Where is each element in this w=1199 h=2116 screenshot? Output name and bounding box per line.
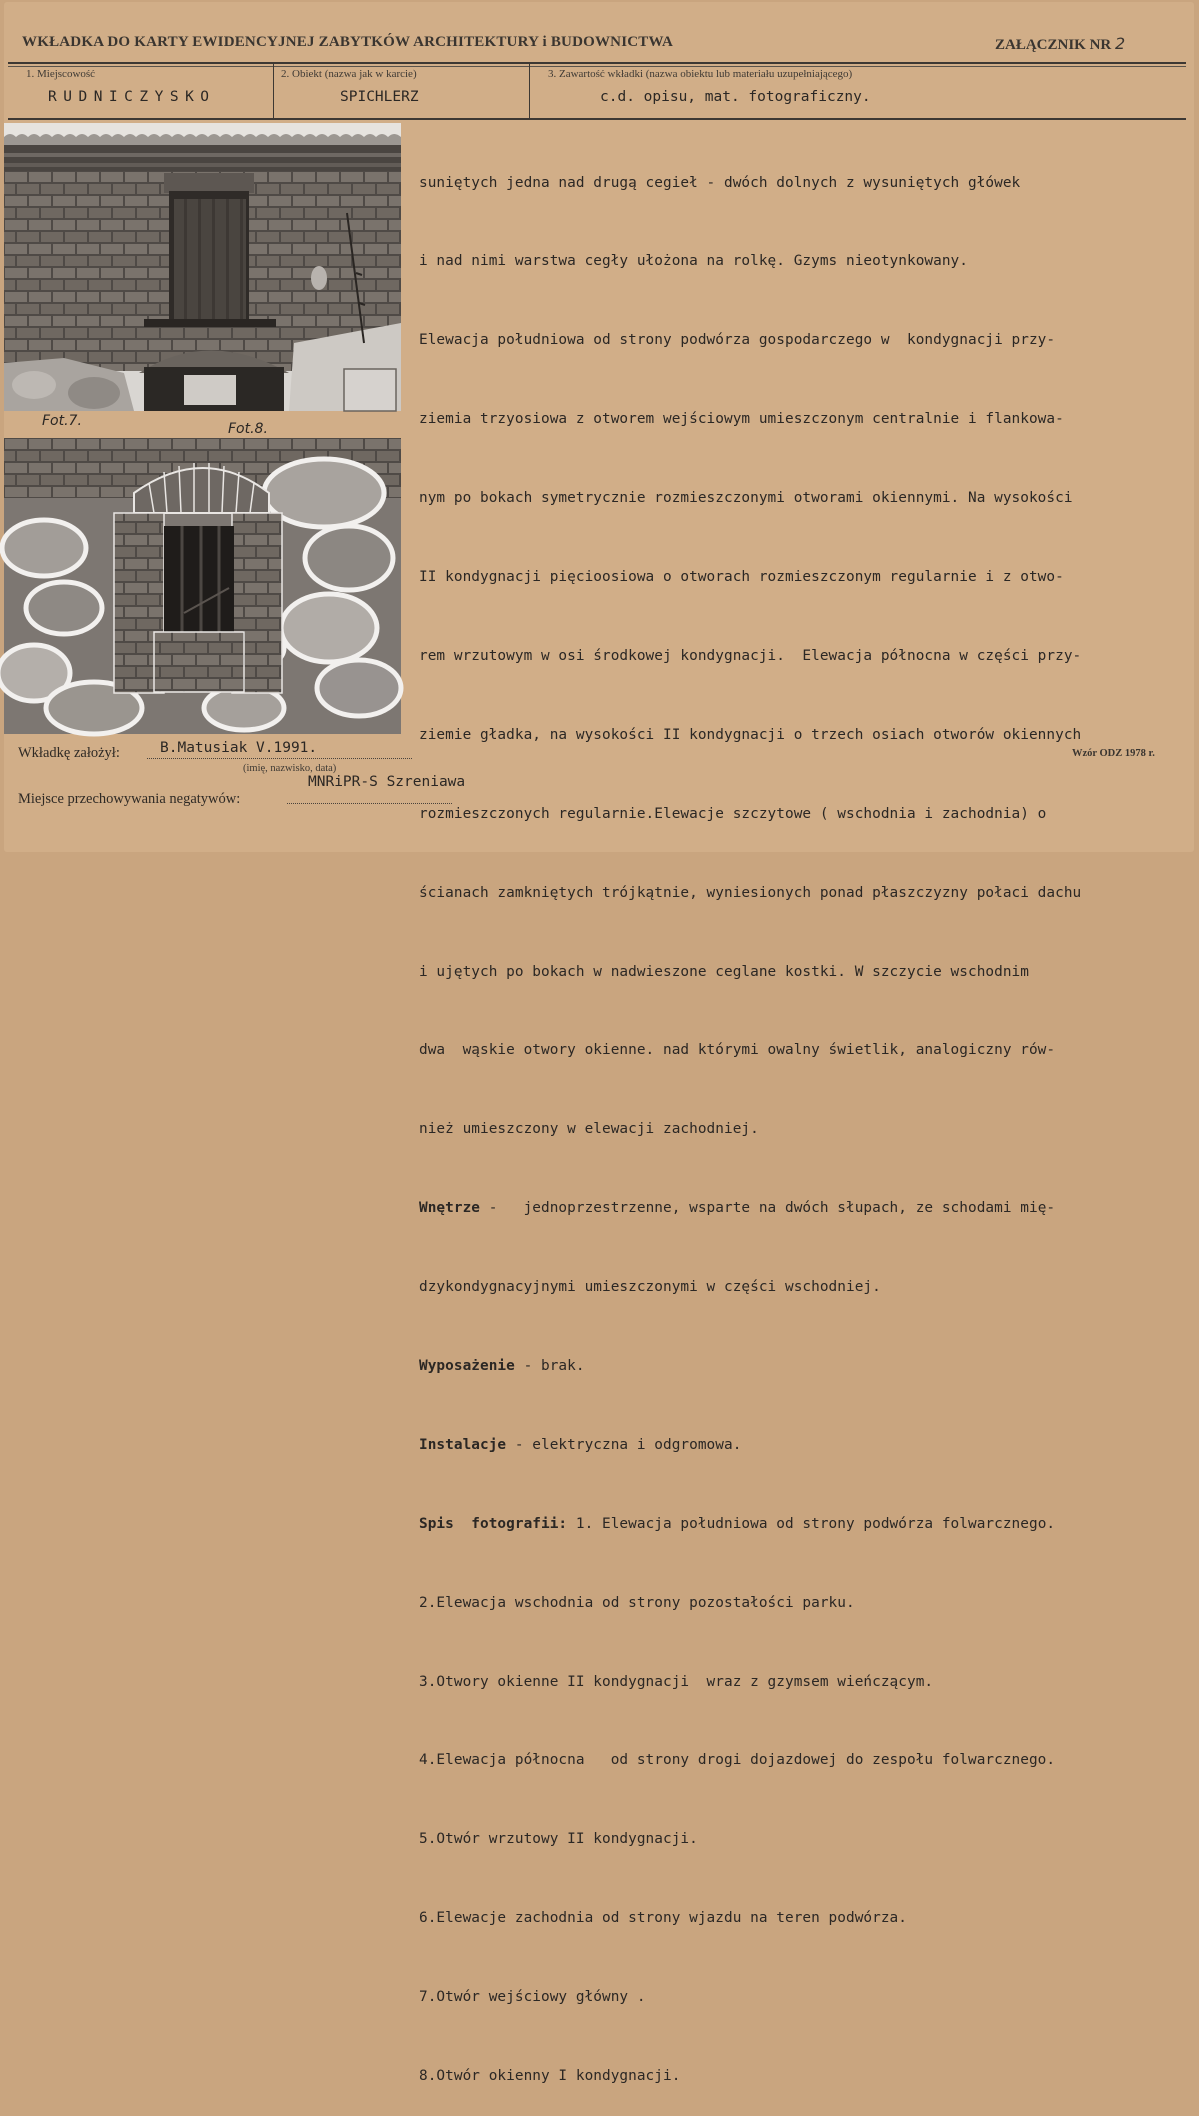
photo-7-image xyxy=(4,123,401,411)
equipment-line xyxy=(419,1353,1189,1379)
installations-line xyxy=(419,1432,1189,1458)
storage-value: MNRiPR-S Szreniawa xyxy=(308,774,466,790)
header-divider-top-thin xyxy=(8,66,1186,67)
photo-list-item: 4.Elewacja północna od strony drogi dojazdowej do zespołu folwarcznego. xyxy=(419,1752,1056,1769)
description-text xyxy=(419,117,1189,2116)
attachment-label xyxy=(995,34,1125,54)
description-line: rem wrzutowym w osi środkowej kondygnacji. Elewacja północna w części przy- xyxy=(419,647,1082,664)
photo-7 xyxy=(4,123,401,411)
photo-list-item: 7.Otwór wejściowy główny . xyxy=(419,1989,646,2006)
description-line: ścianach zamkniętych trójkątnie, wyniesionych ponad płaszczyzny połaci dachu xyxy=(419,884,1082,901)
photo-list-item: 2.Elewacja wschodnia od strony pozostałości parku. xyxy=(419,1594,855,1611)
description-line: dwa wąskie otwory okienne. nad którymi owalny świetlik, analogiczny rów- xyxy=(419,1042,1056,1059)
photo-list-item: 5.Otwór wrzutowy II kondygnacji. xyxy=(419,1831,698,1848)
photo-7-caption: Fot.7. xyxy=(42,413,82,429)
object-label: 2. Obiekt (nazwa jak w karcie) xyxy=(281,68,417,80)
object-value: SPICHLERZ xyxy=(340,89,419,105)
description-line: suniętych jedna nad drugą cegieł - dwóch dolnych z wysuniętych główek xyxy=(419,174,1021,191)
interior-line xyxy=(419,1195,1189,1221)
interior-heading: Wnętrze xyxy=(419,1200,480,1217)
founder-dotline xyxy=(147,758,412,759)
photo-list-item: 8.Otwór okienny I kondygnacji. xyxy=(419,2067,681,2084)
description-line: Elewacja południowa od strony podwórza gospodarczego w kondygnacji przy- xyxy=(419,332,1056,349)
description-line: ziemia trzyosiowa z otworem wejściowym umieszczonym centralnie i flankowa- xyxy=(419,411,1064,428)
description-line: ziemie gładka, na wysokości II kondygnacji o trzech osiach otworów okiennych xyxy=(419,726,1082,743)
founder-value: B.Matusiak V.1991. xyxy=(160,740,318,756)
description-line: nym po bokach symetrycznie rozmieszczonymi otworami okiennymi. Na wysokości xyxy=(419,490,1073,507)
storage-label: Miejsce przechowywania negatywów: xyxy=(18,791,241,807)
founder-label: Wkładkę założył: xyxy=(18,745,120,761)
locality-label: 1. Miejscowość xyxy=(26,68,96,80)
founder-hint: (imię, nazwisko, data) xyxy=(243,763,337,774)
interior-line-2: dzykondygnacyjnymi umieszczonymi w części wschodniej. xyxy=(419,1279,881,1296)
photo-8-image xyxy=(4,438,401,734)
interior-text: - jednoprzestrzenne, wsparte na dwóch słupach, ze schodami mię- xyxy=(480,1200,1056,1217)
locality-value: RUDNICZYSKO xyxy=(48,89,216,105)
photo-8-caption: Fot.8. xyxy=(228,421,268,437)
field-divider-1 xyxy=(273,64,274,120)
photo-list-heading: Spis fotografii: xyxy=(419,1515,568,1532)
installations-heading: Instalacje xyxy=(419,1436,507,1453)
description-line: nież umieszczony w elewacji zachodniej. xyxy=(419,1121,759,1138)
form-version: Wzór ODZ 1978 r. xyxy=(1072,748,1155,759)
content-label: 3. Zawartość wkładki (nazwa obiektu lub materiału uzupełniającego) xyxy=(548,68,853,80)
installations-text: - elektryczna i odgromowa. xyxy=(506,1436,742,1453)
attachment-number: 2 xyxy=(1115,34,1126,53)
card-title: WKŁADKA DO KARTY EWIDENCYJNEJ ZABYTKÓW ARCHITEKTURY i BUDOWNICTWA xyxy=(22,34,674,50)
attachment-label-text: ZAŁĄCZNIK NR xyxy=(995,37,1112,53)
photo-list-line xyxy=(419,1511,1189,1537)
description-line: i nad nimi warstwa cegły ułożona na rolkę. Gzyms nieotynkowany. xyxy=(419,253,968,270)
photo-8 xyxy=(4,438,401,734)
field-divider-2 xyxy=(529,64,530,120)
photo-list-item: 6.Elewacje zachodnia od strony wjazdu na teren podwórza. xyxy=(419,1910,907,1927)
header-divider-top xyxy=(8,62,1186,64)
description-line: rozmieszczonych regularnie.Elewacje szczytowe ( wschodnia i zachodnia) o xyxy=(419,805,1047,822)
photo-list-item: 3.Otwory okienne II kondygnacji wraz z gzymsem wieńczącym. xyxy=(419,1673,934,1690)
storage-dotline xyxy=(287,803,452,804)
equipment-text: - brak. xyxy=(514,1357,585,1374)
description-line: i ujętych po bokach w nadwieszone ceglane kostki. W szczycie wschodnim xyxy=(419,963,1029,980)
description-line: II kondygnacji pięcioosiowa o otworach rozmieszczonym regularnie i z otwo- xyxy=(419,569,1064,586)
equipment-heading: Wyposażenie xyxy=(419,1357,515,1374)
photo-list-item: 1. Elewacja południowa od strony podwórza folwarcznego. xyxy=(567,1515,1056,1532)
content-value: c.d. opisu, mat. fotograficzny. xyxy=(600,89,871,105)
